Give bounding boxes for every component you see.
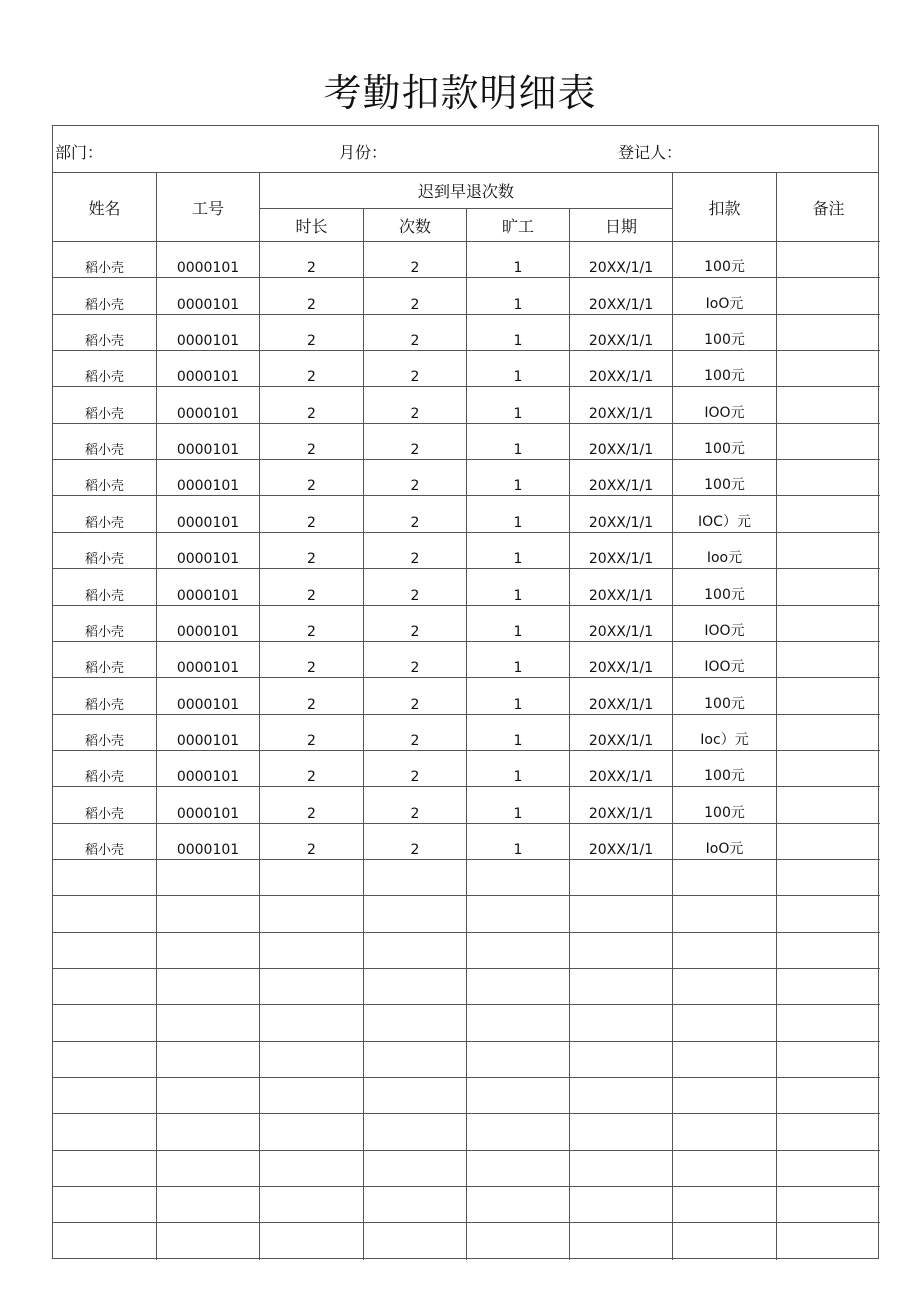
id-cell	[157, 1078, 260, 1114]
id-cell: 0000101	[157, 678, 260, 715]
remark-cell	[777, 678, 880, 715]
deduction-cell: 100元	[673, 678, 777, 715]
duration-cell: 2	[260, 606, 364, 642]
name-cell: 稻小壳	[53, 351, 157, 387]
count-cell: 2	[364, 242, 467, 278]
absence-cell: 1	[467, 715, 570, 751]
absence-cell	[467, 896, 570, 933]
duration-cell: 2	[260, 751, 364, 787]
remark-cell	[777, 642, 880, 678]
header-name: 姓名	[53, 173, 157, 242]
deduction-cell: IOC）元	[673, 496, 777, 533]
name-cell: 稻小壳	[53, 315, 157, 351]
count-cell	[364, 1114, 467, 1151]
id-cell: 0000101	[157, 424, 260, 460]
date-cell: 20XX/1/1	[570, 678, 673, 715]
deduction-cell	[673, 1005, 777, 1042]
count-cell: 2	[364, 533, 467, 569]
absence-cell: 1	[467, 387, 570, 424]
id-cell: 0000101	[157, 606, 260, 642]
deduction-cell	[673, 1042, 777, 1078]
id-cell	[157, 933, 260, 969]
date-cell: 20XX/1/1	[570, 715, 673, 751]
id-cell	[157, 1151, 260, 1187]
id-cell: 0000101	[157, 824, 260, 860]
remark-cell	[777, 533, 880, 569]
deduction-cell: 100元	[673, 751, 777, 787]
absence-cell: 1	[467, 678, 570, 715]
id-cell: 0000101	[157, 351, 260, 387]
name-cell: 稻小壳	[53, 824, 157, 860]
remark-cell	[777, 606, 880, 642]
absence-cell: 1	[467, 496, 570, 533]
absence-cell	[467, 1005, 570, 1042]
deduction-cell	[673, 969, 777, 1005]
remark-cell	[777, 896, 880, 933]
count-cell	[364, 1078, 467, 1114]
count-cell	[364, 1005, 467, 1042]
duration-cell	[260, 969, 364, 1005]
date-cell: 20XX/1/1	[570, 278, 673, 315]
duration-cell: 2	[260, 569, 364, 606]
duration-cell	[260, 1078, 364, 1114]
deduction-cell: 100元	[673, 351, 777, 387]
id-cell: 0000101	[157, 642, 260, 678]
deduction-cell	[673, 933, 777, 969]
date-cell: 20XX/1/1	[570, 606, 673, 642]
deduction-cell: 100元	[673, 569, 777, 606]
id-cell: 0000101	[157, 315, 260, 351]
id-cell	[157, 1187, 260, 1223]
remark-cell	[777, 1042, 880, 1078]
name-cell	[53, 896, 157, 933]
absence-cell	[467, 969, 570, 1005]
duration-cell	[260, 1223, 364, 1260]
name-cell: 稻小壳	[53, 387, 157, 424]
name-cell	[53, 1042, 157, 1078]
remark-cell	[777, 1078, 880, 1114]
id-cell	[157, 860, 260, 896]
name-cell	[53, 1078, 157, 1114]
id-cell	[157, 896, 260, 933]
duration-cell: 2	[260, 496, 364, 533]
deduction-cell: 100元	[673, 424, 777, 460]
id-cell: 0000101	[157, 242, 260, 278]
department-label: 部门：	[55, 143, 104, 162]
name-cell	[53, 1005, 157, 1042]
month-label: 月份：	[339, 143, 388, 162]
remark-cell	[777, 387, 880, 424]
remark-cell	[777, 1005, 880, 1042]
id-cell: 0000101	[157, 569, 260, 606]
deduction-cell	[673, 1223, 777, 1260]
id-cell: 0000101	[157, 278, 260, 315]
header-remark: 备注	[777, 173, 880, 242]
date-cell: 20XX/1/1	[570, 569, 673, 606]
remark-cell	[777, 787, 880, 824]
name-cell: 稻小壳	[53, 242, 157, 278]
duration-cell	[260, 1005, 364, 1042]
duration-cell: 2	[260, 351, 364, 387]
count-cell	[364, 1151, 467, 1187]
name-cell: 稻小壳	[53, 460, 157, 496]
name-cell	[53, 933, 157, 969]
count-cell: 2	[364, 715, 467, 751]
remark-cell	[777, 351, 880, 387]
absence-cell	[467, 1114, 570, 1151]
absence-cell: 1	[467, 824, 570, 860]
duration-cell: 2	[260, 824, 364, 860]
id-cell	[157, 1114, 260, 1151]
count-cell: 2	[364, 496, 467, 533]
date-cell: 20XX/1/1	[570, 533, 673, 569]
count-cell	[364, 1187, 467, 1223]
duration-cell	[260, 896, 364, 933]
absence-cell	[467, 1223, 570, 1260]
absence-cell	[467, 1042, 570, 1078]
count-cell	[364, 933, 467, 969]
remark-cell	[777, 860, 880, 896]
remark-cell	[777, 424, 880, 460]
name-cell: 稻小壳	[53, 533, 157, 569]
id-cell: 0000101	[157, 787, 260, 824]
name-cell: 稻小壳	[53, 642, 157, 678]
date-cell: 20XX/1/1	[570, 387, 673, 424]
date-cell: 20XX/1/1	[570, 424, 673, 460]
absence-cell	[467, 1151, 570, 1187]
header-deduction: 扣款	[673, 173, 777, 242]
count-cell: 2	[364, 278, 467, 315]
absence-cell	[467, 933, 570, 969]
date-cell: 20XX/1/1	[570, 787, 673, 824]
date-cell: 20XX/1/1	[570, 496, 673, 533]
count-cell: 2	[364, 569, 467, 606]
name-cell: 稻小壳	[53, 678, 157, 715]
count-cell: 2	[364, 678, 467, 715]
remark-cell	[777, 242, 880, 278]
count-cell: 2	[364, 606, 467, 642]
date-cell	[570, 896, 673, 933]
absence-cell	[467, 860, 570, 896]
deduction-cell: IoO元	[673, 824, 777, 860]
date-cell	[570, 969, 673, 1005]
absence-cell: 1	[467, 787, 570, 824]
count-cell	[364, 860, 467, 896]
name-cell	[53, 969, 157, 1005]
date-cell: 20XX/1/1	[570, 824, 673, 860]
deduction-cell: IoO元	[673, 278, 777, 315]
name-cell: 稻小壳	[53, 496, 157, 533]
count-cell: 2	[364, 424, 467, 460]
duration-cell	[260, 1151, 364, 1187]
remark-cell	[777, 278, 880, 315]
remark-cell	[777, 1223, 880, 1260]
absence-cell	[467, 1078, 570, 1114]
date-cell	[570, 1042, 673, 1078]
count-cell: 2	[364, 387, 467, 424]
id-cell	[157, 1005, 260, 1042]
header-count: 次数	[364, 209, 467, 242]
absence-cell: 1	[467, 569, 570, 606]
remark-cell	[777, 1114, 880, 1151]
absence-cell: 1	[467, 242, 570, 278]
count-cell	[364, 1042, 467, 1078]
deduction-cell: 100元	[673, 315, 777, 351]
name-cell: 稻小壳	[53, 278, 157, 315]
duration-cell: 2	[260, 533, 364, 569]
info-row	[53, 126, 878, 173]
duration-cell	[260, 1042, 364, 1078]
name-cell: 稻小壳	[53, 751, 157, 787]
id-cell: 0000101	[157, 387, 260, 424]
date-cell	[570, 860, 673, 896]
id-cell	[157, 1042, 260, 1078]
remark-cell	[777, 1151, 880, 1187]
date-cell: 20XX/1/1	[570, 751, 673, 787]
deduction-cell	[673, 1187, 777, 1223]
count-cell: 2	[364, 751, 467, 787]
deduction-cell: 100元	[673, 787, 777, 824]
deduction-cell: IOO元	[673, 606, 777, 642]
duration-cell: 2	[260, 424, 364, 460]
duration-cell: 2	[260, 460, 364, 496]
deduction-cell	[673, 1114, 777, 1151]
date-cell: 20XX/1/1	[570, 242, 673, 278]
name-cell	[53, 1223, 157, 1260]
date-cell	[570, 1114, 673, 1151]
date-cell	[570, 933, 673, 969]
absence-cell: 1	[467, 533, 570, 569]
duration-cell	[260, 933, 364, 969]
absence-cell: 1	[467, 424, 570, 460]
id-cell	[157, 969, 260, 1005]
duration-cell: 2	[260, 715, 364, 751]
id-cell: 0000101	[157, 460, 260, 496]
name-cell: 稻小壳	[53, 424, 157, 460]
id-cell: 0000101	[157, 496, 260, 533]
remark-cell	[777, 460, 880, 496]
remark-cell	[777, 751, 880, 787]
duration-cell	[260, 1114, 364, 1151]
id-cell	[157, 1223, 260, 1260]
name-cell: 稻小壳	[53, 715, 157, 751]
recorder-label: 登记人：	[618, 143, 683, 162]
id-cell: 0000101	[157, 715, 260, 751]
duration-cell: 2	[260, 242, 364, 278]
deduction-cell: IOO元	[673, 387, 777, 424]
deduction-cell: Ioc）元	[673, 715, 777, 751]
remark-cell	[777, 1187, 880, 1223]
duration-cell: 2	[260, 315, 364, 351]
name-cell	[53, 1151, 157, 1187]
duration-cell	[260, 1187, 364, 1223]
remark-cell	[777, 315, 880, 351]
deduction-cell	[673, 1151, 777, 1187]
remark-cell	[777, 824, 880, 860]
date-cell: 20XX/1/1	[570, 315, 673, 351]
count-cell: 2	[364, 351, 467, 387]
id-cell: 0000101	[157, 533, 260, 569]
count-cell	[364, 896, 467, 933]
name-cell: 稻小壳	[53, 569, 157, 606]
remark-cell	[777, 933, 880, 969]
deduction-cell: 100元	[673, 242, 777, 278]
duration-cell	[260, 860, 364, 896]
absence-cell: 1	[467, 278, 570, 315]
name-cell: 稻小壳	[53, 787, 157, 824]
absence-cell: 1	[467, 642, 570, 678]
name-cell: 稻小壳	[53, 606, 157, 642]
date-cell	[570, 1187, 673, 1223]
date-cell: 20XX/1/1	[570, 460, 673, 496]
deduction-cell: Ioo元	[673, 533, 777, 569]
deduction-cell	[673, 860, 777, 896]
remark-cell	[777, 569, 880, 606]
count-cell: 2	[364, 460, 467, 496]
name-cell	[53, 1114, 157, 1151]
date-cell: 20XX/1/1	[570, 351, 673, 387]
remark-cell	[777, 715, 880, 751]
duration-cell: 2	[260, 387, 364, 424]
header-absence: 旷工	[467, 209, 570, 242]
header-late-early-group: 迟到早退次数	[260, 173, 673, 209]
deduction-cell: 100元	[673, 460, 777, 496]
date-cell: 20XX/1/1	[570, 642, 673, 678]
absence-cell: 1	[467, 315, 570, 351]
date-cell	[570, 1078, 673, 1114]
count-cell: 2	[364, 315, 467, 351]
header-id: 工号	[157, 173, 260, 242]
id-cell: 0000101	[157, 751, 260, 787]
deduction-table	[52, 125, 879, 1259]
deduction-cell: IOO元	[673, 642, 777, 678]
name-cell	[53, 860, 157, 896]
duration-cell: 2	[260, 642, 364, 678]
absence-cell: 1	[467, 606, 570, 642]
remark-cell	[777, 969, 880, 1005]
absence-cell: 1	[467, 351, 570, 387]
name-cell	[53, 1187, 157, 1223]
header-date: 日期	[570, 209, 673, 242]
remark-cell	[777, 496, 880, 533]
deduction-cell	[673, 1078, 777, 1114]
count-cell: 2	[364, 787, 467, 824]
count-cell	[364, 1223, 467, 1260]
header-duration: 时长	[260, 209, 364, 242]
count-cell	[364, 969, 467, 1005]
date-cell	[570, 1223, 673, 1260]
date-cell	[570, 1005, 673, 1042]
page-title: 考勤扣款明细表	[323, 71, 597, 115]
absence-cell: 1	[467, 751, 570, 787]
date-cell	[570, 1151, 673, 1187]
absence-cell: 1	[467, 460, 570, 496]
absence-cell	[467, 1187, 570, 1223]
deduction-cell	[673, 896, 777, 933]
count-cell: 2	[364, 642, 467, 678]
count-cell: 2	[364, 824, 467, 860]
duration-cell: 2	[260, 678, 364, 715]
duration-cell: 2	[260, 787, 364, 824]
duration-cell: 2	[260, 278, 364, 315]
